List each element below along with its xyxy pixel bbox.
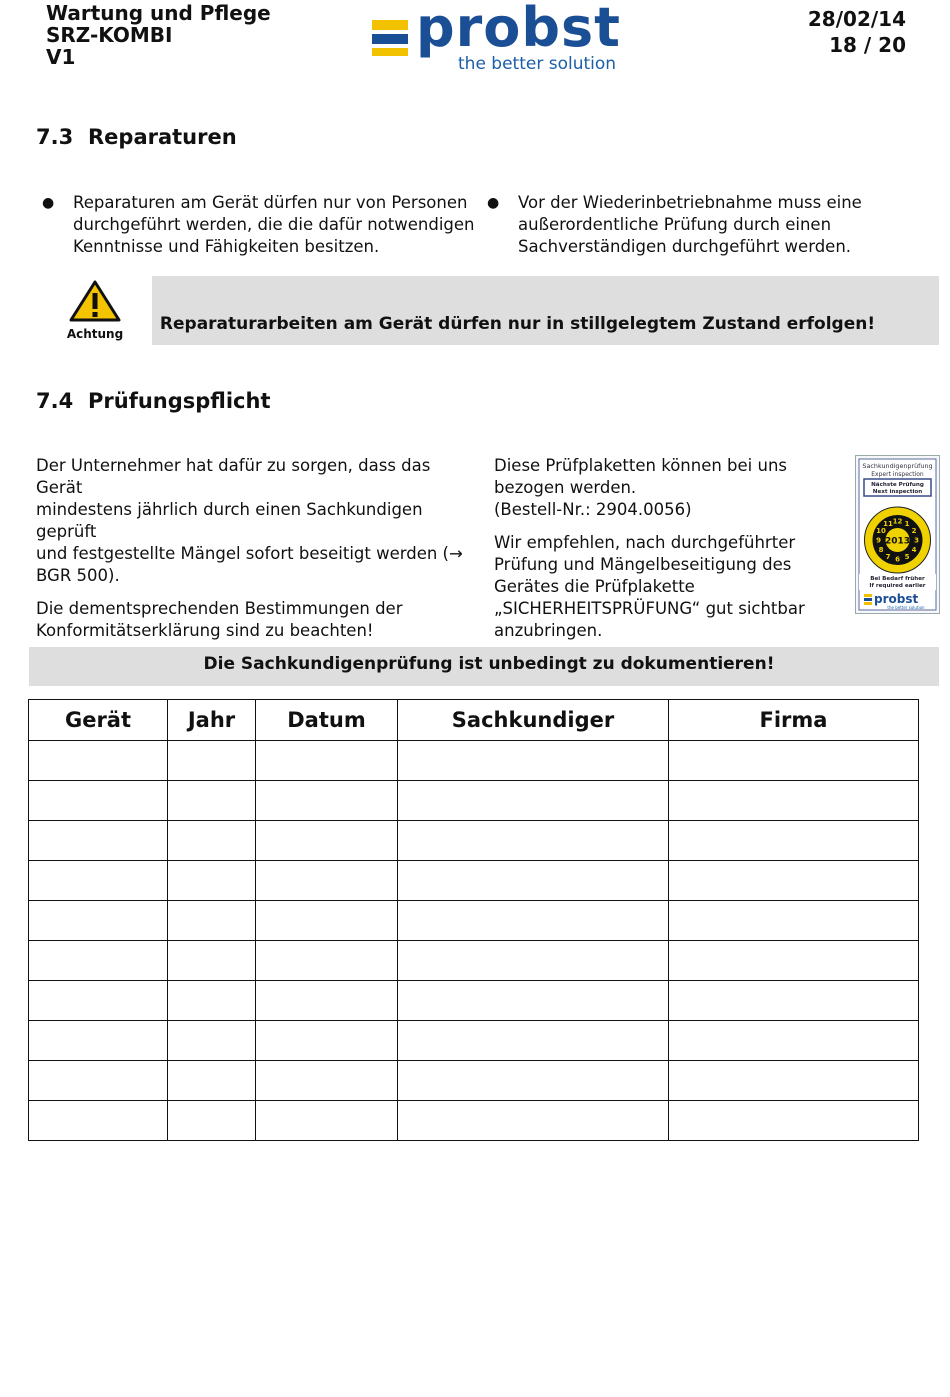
table-cell [398,1021,669,1061]
table-cell [669,741,919,781]
section-heading-7-3 [36,125,237,149]
table-cell [168,821,256,861]
table-cell [398,941,669,981]
table-cell [29,981,168,1021]
text-line: Prüfung und Mängelbeseitigung des [494,555,792,574]
column-header-jahr: Jahr [168,700,256,741]
sticker-month-number: 2 [911,527,917,535]
warning-triangle-icon [68,279,122,323]
table-cell [398,901,669,941]
warning-box [152,276,939,345]
bullet-text-right [518,192,862,258]
table-cell [256,781,398,821]
table-cell [669,1061,919,1101]
documentation-note-box [29,647,939,686]
sticker-year: 2013 [884,536,911,547]
table-cell [669,821,919,861]
table-cell [398,1101,669,1141]
table-cell [256,1061,398,1101]
table-cell [29,1021,168,1061]
table-cell [398,1061,669,1101]
table-cell [669,1101,919,1141]
text-line: Gerätes die Prüfplakette [494,577,695,596]
table-cell [256,901,398,941]
table-cell [168,861,256,901]
sticker-line4: Next inspection [872,489,923,495]
warning-sign [66,279,124,343]
doc-title: Wartung und Pflege [46,1,271,25]
sticker-brand-tagline: the better solution [887,605,925,610]
doc-version: V1 [46,45,76,69]
document-header-left [46,2,271,68]
sticker-line5: Bei Bedarf früher [870,576,925,582]
table-cell [168,981,256,1021]
section-title: Reparaturen [88,125,237,149]
doc-model: SRZ-KOMBI [46,23,173,47]
text-line: Der Unternehmer hat dafür zu sorgen, dass das Gerät [36,456,431,497]
text-line: durchgeführt werden, die die dafür notwendigen [73,215,475,234]
table-row [29,1101,919,1141]
column-header-sachkundiger: Sachkundiger [398,700,669,741]
table-body [29,741,919,1141]
text-line: anzubringen. [494,621,603,640]
inspection-log-table [28,699,919,1141]
table-cell [256,821,398,861]
table-cell [398,781,669,821]
bullet-text-left [73,192,475,258]
documentation-note: Die Sachkundigenprüfung ist unbedingt zu dokumentieren! [203,654,775,674]
table-row [29,861,919,901]
bullet-icon: ● [487,195,500,211]
sticker-month-number: 9 [876,536,881,545]
text-line: und festgestellte Mängel sofort beseitigt werden (→ [36,544,463,563]
section-number: 7.3 [36,125,74,149]
table-row [29,981,919,1021]
sticker-month-number: 7 [885,553,891,561]
sticker-brand: probst [874,592,919,606]
table-cell [398,741,669,781]
doc-date: 28/02/14 [807,7,906,31]
section-number: 7.4 [36,389,74,413]
text-line: Kenntnisse und Fähigkeiten besitzen. [73,237,380,256]
text-line: Diese Prüfplaketten können bei uns [494,456,788,475]
column-header-geraet: Gerät [29,700,168,741]
table-header-row [29,700,919,741]
column-header-firma: Firma [669,700,919,741]
warning-text: Reparaturarbeiten am Gerät dürfen nur in stillgelegtem Zustand erfolgen! [159,314,876,334]
text-line: Wir empfehlen, nach durchgeführter [494,533,796,552]
text-line: BGR 500). [36,566,120,585]
section-title: Prüfungspflicht [88,389,271,413]
sticker-month-number: 10 [876,527,886,535]
text-line: bezogen werden. [494,478,637,497]
sticker-line3: Nächste Prüfung [871,482,924,488]
inspection-text-right [494,455,844,642]
inspection-text-left [36,455,481,642]
inspection-sticker-image [855,455,940,614]
table-row [29,741,919,781]
text-line: außerordentliche Prüfung durch einen [518,215,832,234]
table-cell [669,901,919,941]
sticker-month-number: 4 [911,546,917,554]
table-cell [29,941,168,981]
table-cell [168,1021,256,1061]
table-cell [256,741,398,781]
document-header-right [808,6,906,58]
probst-logo [372,0,632,76]
table-cell [669,981,919,1021]
table-cell [29,901,168,941]
table-cell [29,821,168,861]
table-cell [256,1101,398,1141]
table-row [29,901,919,941]
text-line: Die dementsprechenden Bestimmungen der [36,599,403,618]
table-cell [168,901,256,941]
sticker-month-number: 1 [904,520,910,528]
text-line: mindestens jährlich durch einen Sachkundigen geprüft [36,500,423,541]
sticker-month-number: 6 [895,555,900,564]
table-cell [168,741,256,781]
logo-tagline: the better solution [458,54,617,74]
text-line: Vor der Wiederinbetriebnahme muss eine [518,193,862,212]
logo-wordmark: probst [416,0,621,59]
table-cell [398,821,669,861]
sticker-line2: Expert inspection [871,471,924,478]
table-cell [256,941,398,981]
table-cell [256,861,398,901]
table-cell [168,941,256,981]
table-cell [29,741,168,781]
warning-label: Achtung [66,327,124,341]
sticker-month-number: 3 [914,536,919,545]
text-line: „SICHERHEITSPRÜFUNG“ gut sichtbar [494,599,805,618]
column-header-datum: Datum [256,700,398,741]
table-cell [256,1021,398,1061]
table-cell [29,1101,168,1141]
table-row [29,1061,919,1101]
table-cell [669,1021,919,1061]
text-line: Konformitätserklärung sind zu beachten! [36,621,374,640]
table-row [29,781,919,821]
table-cell [168,1061,256,1101]
text-line: Sachverständigen durchgeführt werden. [518,237,852,256]
text-line: (Bestell-Nr.: 2904.0056) [494,500,692,519]
table-cell [669,861,919,901]
section-heading-7-4 [36,389,271,413]
table-row [29,1021,919,1061]
sticker-month-number: 8 [878,546,884,554]
sticker-month-number: 5 [904,553,910,561]
table-cell [669,941,919,981]
table-cell [29,781,168,821]
table-cell [168,781,256,821]
table-cell [29,1061,168,1101]
table-row [29,821,919,861]
table-cell [398,861,669,901]
sticker-month-number: 11 [883,520,893,528]
bullet-icon: ● [42,195,55,211]
inspection-sticker-graphic [856,456,939,613]
page-number: 18 / 20 [829,33,906,57]
table-cell [398,981,669,1021]
sticker-line1: Sachkundigenprüfung [862,462,933,470]
table-cell [29,861,168,901]
table-row [29,941,919,981]
sticker-month-number: 12 [892,517,903,526]
table-cell [168,1101,256,1141]
table-cell [256,981,398,1021]
text-line: Reparaturen am Gerät dürfen nur von Personen [73,193,468,212]
logo-bars-icon [372,20,408,56]
table-cell [669,781,919,821]
sticker-line6: If required earlier [869,583,926,589]
